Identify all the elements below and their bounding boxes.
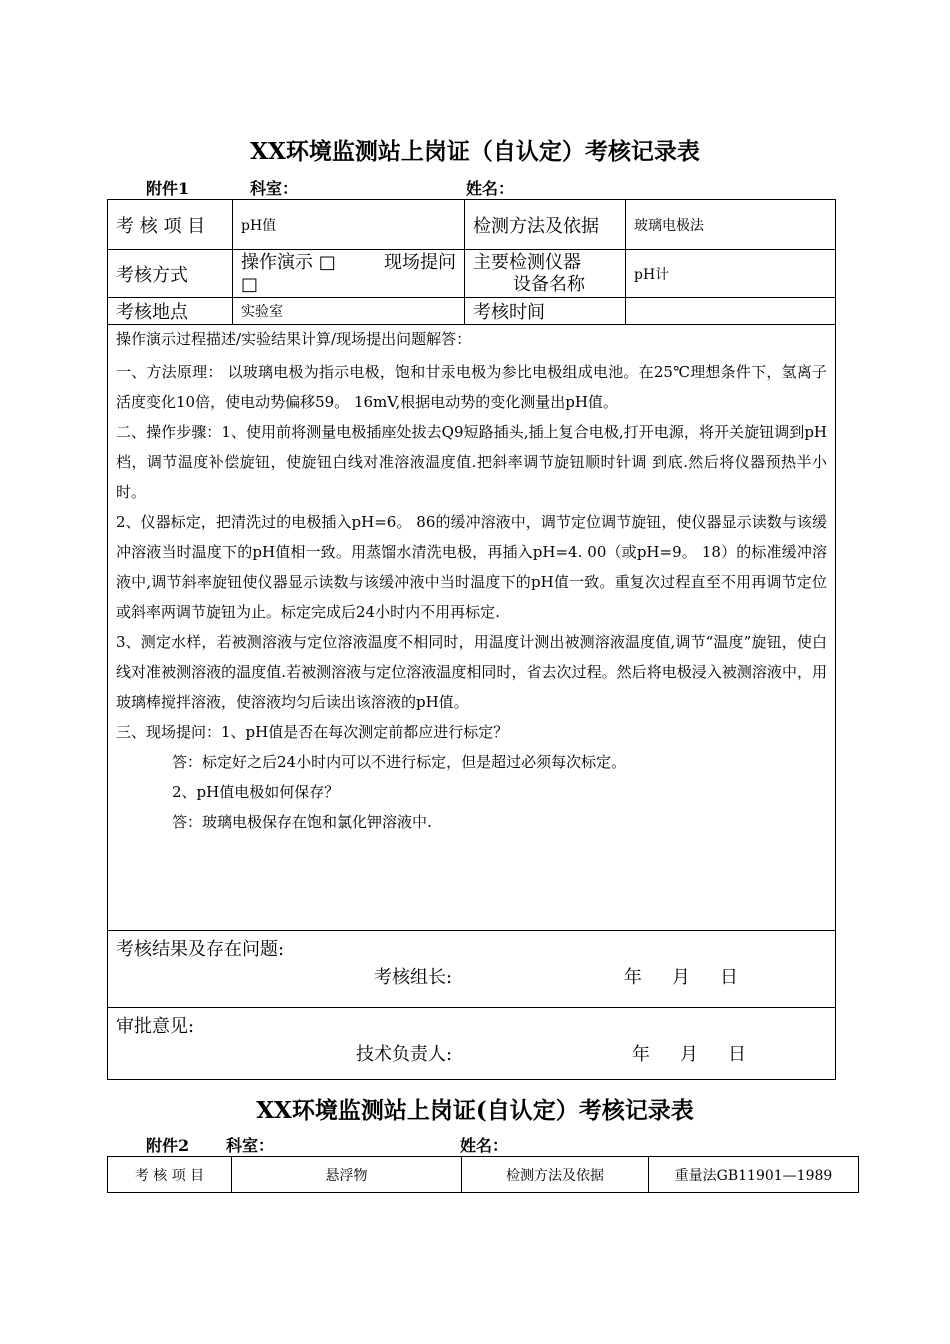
form1-attachment: 附件1 (146, 179, 190, 198)
approval-cell (108, 1008, 836, 1080)
item-value: pH值 (233, 200, 465, 250)
leader-date-month: 月 (672, 967, 690, 988)
instrument-label-line1: 主要检测仪器 (473, 251, 581, 273)
tech-date-year: 年 (632, 1044, 650, 1065)
instrument-label-line2: 设备名称 (513, 273, 585, 295)
mode-option-question[interactable]: 现场提问 (384, 251, 456, 273)
paragraph-steps-2: 2、仪器标定，把清洗过的电极插入pH=6。 86的缓冲溶液中，调节定位调节旋钮，使仪器显示读数与该缓冲溶液当时温度下的pH值相一致。用蒸馏水清洗电极，再插入pH=4. 00（或pH=9。 18）的标准缓冲溶液中,调节斜率旋钮使仪器显示读数与该缓冲液中当时温度下的pH值一致。重复次过程直至不用再调节定位或斜率两调节旋钮为止。标定完成后24小时内不用再标定. (116, 513, 827, 621)
form2-item-label: 考 核 项 目 (108, 1157, 232, 1193)
form2-name-label: 姓名： (460, 1136, 509, 1155)
form2-method-value: 重量法GB11901—1989 (649, 1157, 859, 1193)
paragraph-principle: 一、方法原理： 以玻璃电极为指示电极，饱和甘汞电极为参比电极组成电池。在25℃理想条件下，氢离子活度变化10倍，使电动势偏移59。 16mV,根据电动势的变化测量出pH值。 (116, 363, 827, 411)
form1-name-label: 姓名： (466, 179, 515, 198)
tech-date-month: 月 (680, 1044, 698, 1065)
item-label: 考 核 项 目 (108, 200, 233, 250)
content-header: 操作演示过程描述/实验结果计算/现场提出问题解答： (116, 330, 472, 348)
form2-item-value: 悬浮物 (232, 1157, 462, 1193)
form1-table (107, 199, 836, 1080)
tech-label: 技术负责人: (356, 1044, 453, 1065)
paragraph-steps-3: 3、测定水样，若被测溶液与定位溶液温度不相同时，用温度计测出被测溶液温度值,调节“温度”旋钮，使白线对准被测溶液的温度值.若被测溶液与定位溶液温度相同时，省去次过程。然后将电极浸入被测溶液中，用玻璃棒搅拌溶液，使溶液均匀后读出该溶液的pH值。 (116, 633, 827, 711)
question-2: 2、pH值电极如何保存？ (172, 783, 340, 801)
instrument-label (465, 250, 626, 298)
mode-option-question-box[interactable]: □ (241, 273, 259, 295)
place-value: 实验室 (233, 298, 465, 325)
mode-option-demo[interactable]: 操作演示 □ (241, 251, 336, 273)
paragraph-steps-1: 二、操作步骤：1、使用前将测量电极插座处拔去Q9短路插头,插上复合电极,打开电源，将开关旋钮调到pH档，调节温度补偿旋钮，使旋钮白线对准溶液温度值.把斜率调节旋钮顺时针调 到底.然后将仪器预热半小时。 (116, 423, 827, 501)
form1-department-label: 科室： (250, 179, 299, 198)
mode-options (233, 250, 465, 298)
form1-title: XX环境监测站上岗证（自认定）考核记录表 (250, 138, 700, 165)
mode-label: 考核方式 (108, 250, 233, 298)
content-cell (108, 325, 836, 931)
result-label: 考核结果及存在问题: (116, 939, 285, 960)
method-value: 玻璃电极法 (626, 200, 836, 250)
leader-label: 考核组长: (374, 967, 453, 988)
method-label: 检测方法及依据 (465, 200, 626, 250)
form2-method-label: 检测方法及依据 (462, 1157, 649, 1193)
form2-department-label: 科室： (226, 1136, 275, 1155)
time-value (626, 298, 836, 325)
form2-attachment: 附件2 (146, 1136, 190, 1155)
form2-title: XX环境监测站上岗证(自认定）考核记录表 (256, 1097, 694, 1124)
time-label: 考核时间 (465, 298, 626, 325)
paragraph-questions: 三、现场提问：1、pH值是否在每次测定前都应进行标定？ (116, 723, 509, 741)
tech-date-day: 日 (728, 1044, 746, 1065)
answer-1: 答：标定好之后24小时内可以不进行标定，但是超过必须每次标定。 (172, 753, 627, 771)
leader-date-year: 年 (624, 967, 642, 988)
instrument-value: pH计 (626, 250, 836, 298)
result-cell (108, 931, 836, 1008)
answer-2: 答：玻璃电极保存在饱和氯化钾溶液中. (172, 813, 432, 831)
approval-label: 审批意见: (116, 1016, 195, 1037)
place-label: 考核地点 (108, 298, 233, 325)
leader-date-day: 日 (720, 967, 738, 988)
form2-table (107, 1156, 859, 1193)
